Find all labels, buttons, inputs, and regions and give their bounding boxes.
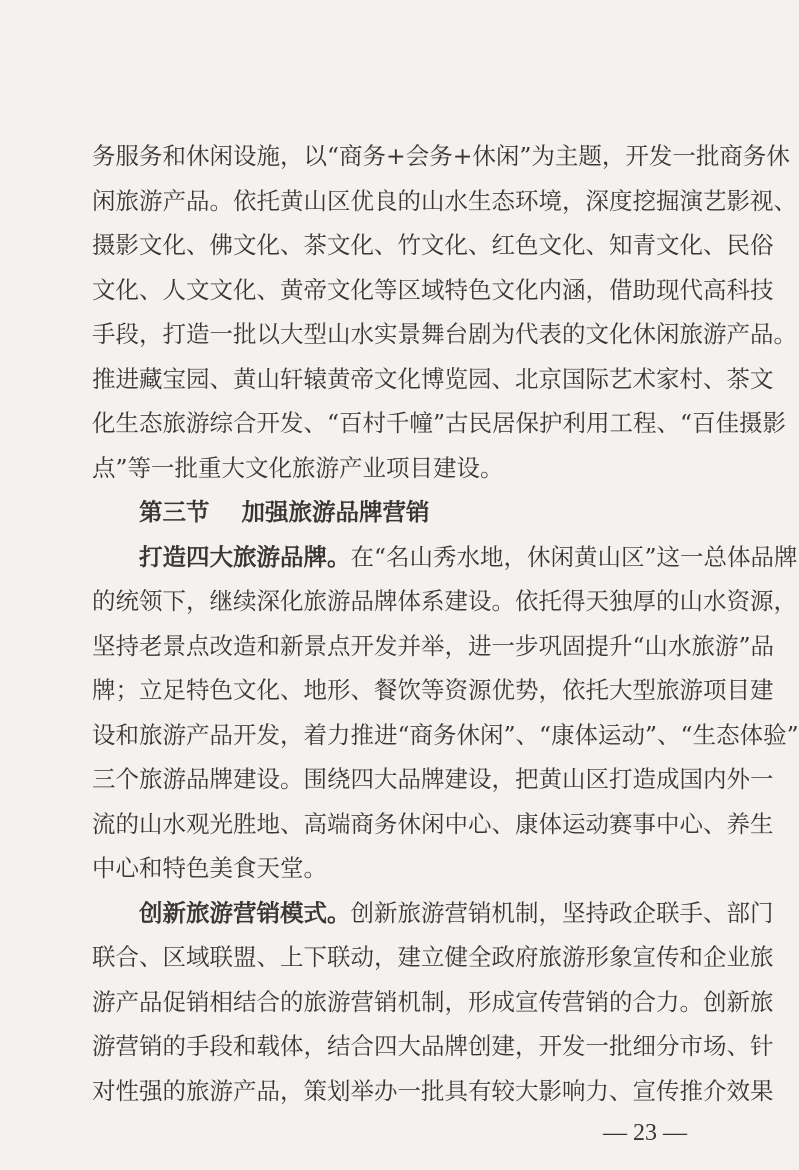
p1-line-3: 摄影文化、佛文化、茶文化、竹文化、红色文化、知青文化、民俗 [92,231,774,259]
p3-lead: 创新旅游营销模式。 [139,899,351,927]
p1-line-4: 文化、人文文化、黄帝文化等区域特色文化内涵，借助现代高科技 [92,276,774,304]
p2-line-1 [139,537,798,577]
p2-line-5: 设和旅游产品开发，着力推进“商务休闲”、“康体运动”、“生态体验” [92,721,799,749]
p1-line-7: 化生态旅游综合开发、“百村千幢”古民居保护利用工程、“百佳摄影 [92,409,787,437]
section-title: 加强旅游品牌营销 [241,498,430,526]
p2-line-8: 中心和特色美食天堂。 [92,854,327,882]
p1-line-2: 闲旅游产品。依托黄山区优良的山水生态环境，深度挖掘演艺影视、 [92,187,797,215]
p3-line-2: 联合、区域联盟、上下联动，建立健全政府旅游形象宣传和企业旅 [92,943,774,971]
p3-line-5: 对性强的旅游产品，策划举办一批具有较大影响力、宣传推介效果 [92,1077,774,1105]
p2-line-4: 牌；立足特色文化、地形、餐饮等资源优势，依托大型旅游项目建 [92,676,774,704]
section-number: 第三节 [139,498,210,526]
p2-line-6: 三个旅游品牌建设。围绕四大品牌建设，把黄山区打造成国内外一 [92,765,774,793]
p1-line-1: 务服务和休闲设施，以“商务+会务+休闲”为主题，开发一批商务休 [92,142,790,170]
p1-line-6: 推进藏宝园、黄山轩辕黄帝文化博览园、北京国际艺术家村、茶文 [92,365,774,393]
p2-lead: 打造四大旅游品牌。 [139,543,351,571]
page-number: — 23 — [603,1120,687,1146]
p3-line-3: 游产品促销相结合的旅游营销机制，形成宣传营销的合力。创新旅 [92,988,774,1016]
p3-line-4: 游营销的手段和载体，结合四大品牌创建，开发一批细分市场、针 [92,1032,774,1060]
p2-line-2: 的统领下，继续深化旅游品牌体系建设。依托得天独厚的山水资源， [92,587,797,615]
section-heading [139,492,539,532]
p1-line-5: 手段，打造一批以大型山水实景舞台剧为代表的文化休闲旅游产品。 [92,320,797,348]
p2-line-7: 流的山水观光胜地、高端商务休闲中心、康体运动赛事中心、养生 [92,810,774,838]
p1-line-8: 点”等一批重大文化旅游产业项目建设。 [92,454,504,482]
p3-first-line-rest: 创新旅游营销机制，坚持政企联手、部门 [350,899,774,927]
p3-line-1 [139,893,774,933]
p2-first-line-rest: 在“名山秀水地，休闲黄山区”这一总体品牌 [350,543,798,571]
p2-line-3: 坚持老景点改造和新景点开发并举，进一步巩固提升“山水旅游”品 [92,632,775,660]
